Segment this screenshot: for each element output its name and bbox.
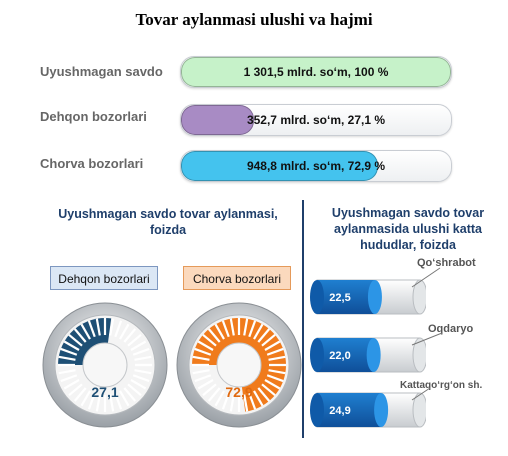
page-title: Tovar aylanmasi ulushi va hajmi bbox=[135, 10, 373, 29]
gauge-value: 27,1 bbox=[91, 384, 119, 400]
region-label-oqdaryo: Oqdaryo bbox=[428, 323, 474, 335]
cylinder-value: 22,5 bbox=[329, 292, 351, 304]
row-label-uyushmagan: Uyushmagan savdo bbox=[40, 64, 163, 79]
gauge-value: 72,9 bbox=[225, 384, 253, 400]
left-panel-title: Uyushmagan savdo tovar aylanmasi, foizda bbox=[58, 207, 278, 237]
cylinder-value: 24,9 bbox=[329, 405, 351, 417]
legend-chorva: Chorva bozorlari bbox=[183, 266, 291, 290]
legend-dehqon: Dehqon bozorlari bbox=[50, 266, 158, 290]
cylinder-value: 22,0 bbox=[329, 350, 351, 362]
row-label-chorva: Chorva bozorlari bbox=[40, 156, 144, 171]
bar-value-chorva: 948,8 mlrd. so‘m, 72,9 % bbox=[246, 159, 386, 173]
region-label-kattaqorgon: Kattaqo‘rg‘on sh. bbox=[400, 380, 483, 391]
right-panel-title: Uyushmagan savdo tovar aylanmasida ulushi katta hududlar, foizda bbox=[331, 206, 485, 252]
region-label-qoshrabot: Qo‘shrabot bbox=[417, 257, 476, 269]
bar-value-uyushmagan: 1 301,5 mlrd. so‘m, 100 % bbox=[243, 65, 389, 79]
row-label-dehqon: Dehqon bozorlari bbox=[40, 109, 147, 124]
leader-line-oqdaryo bbox=[412, 333, 442, 345]
leader-line-qoshrabot bbox=[412, 268, 440, 287]
leader-line-kattaqorgon bbox=[412, 388, 430, 400]
bar-value-dehqon: 352,7 mlrd. so‘m, 27,1 % bbox=[246, 113, 386, 127]
